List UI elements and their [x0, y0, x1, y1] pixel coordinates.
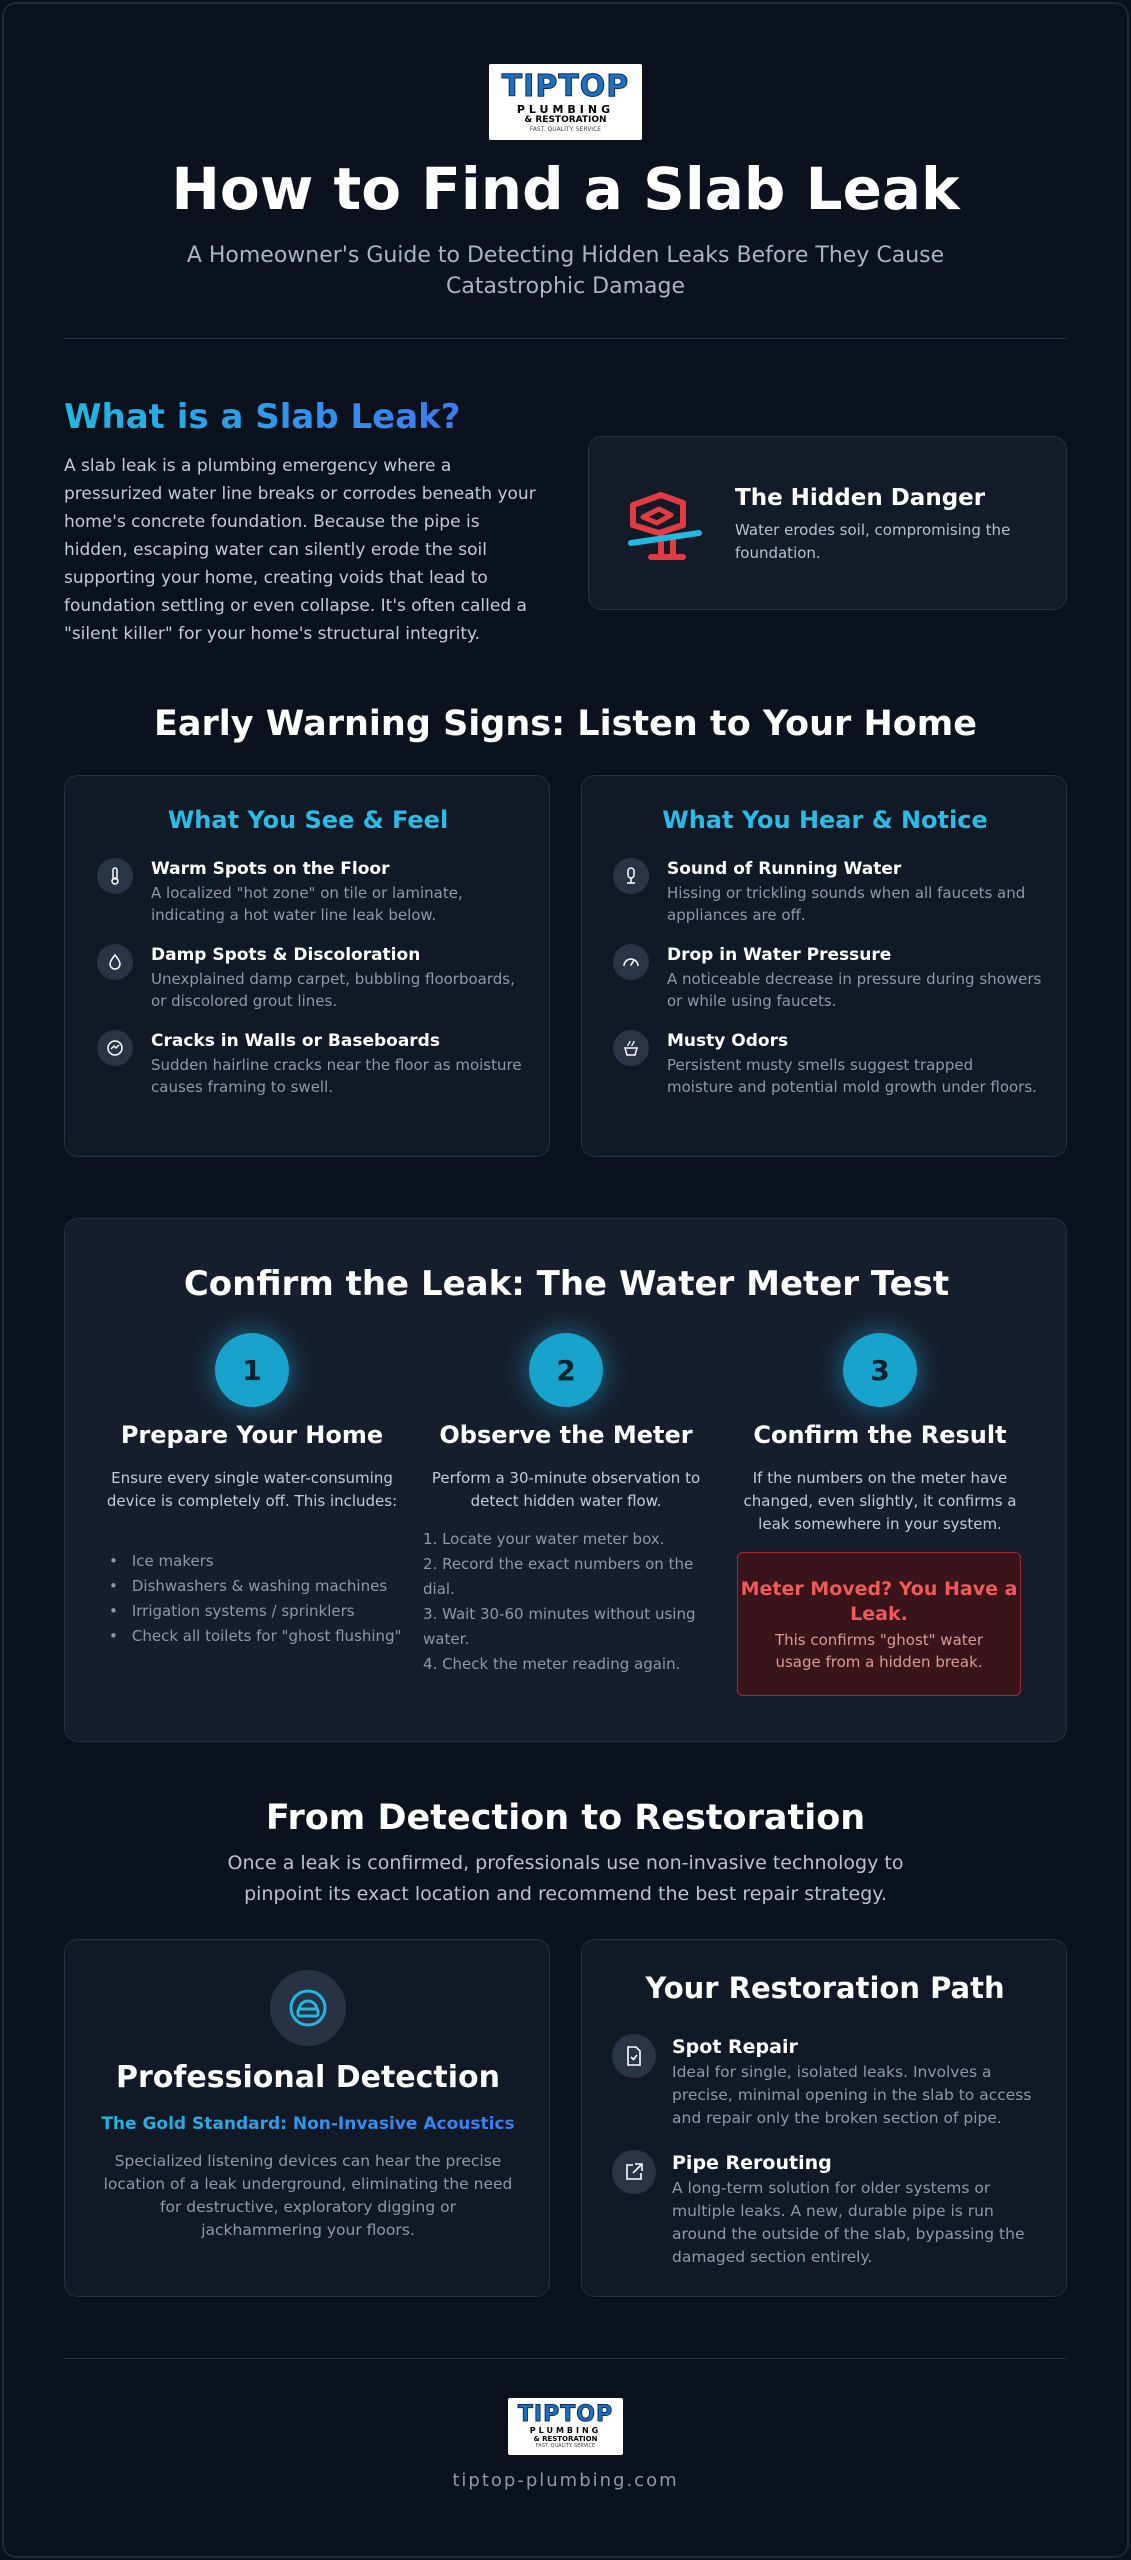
sign-cracks: Cracks in Walls or Baseboards Sudden hairline cracks near the floor as moisture causes framing to swell.	[97, 1030, 527, 1098]
list-item: • Irrigation systems / sprinklers	[109, 1599, 403, 1624]
path-title: Your Restoration Path	[645, 1971, 1005, 2005]
intro-heading: What is a Slab Leak?	[64, 397, 461, 437]
gauge-icon	[613, 944, 649, 980]
droplet-icon	[97, 944, 133, 980]
odor-icon	[613, 1030, 649, 1066]
path-spot-repair: Spot Repair Ideal for single, isolated leaks. Involves a precise, minimal opening in the slab to access and repair only the broken section of pipe.	[612, 2034, 1042, 2130]
footer-divider	[64, 2358, 1067, 2359]
see-feel-card	[64, 775, 550, 1157]
page-subtitle: A Homeowner's Guide to Detecting Hidden Leaks Before They Cause Catastrophic Damage	[186, 243, 945, 299]
foundation-leak-icon	[621, 481, 705, 565]
step-3-desc: If the numbers on the meter have changed, even slightly, it confirms a leak somewhere in your system.	[743, 1469, 1017, 1533]
list-item: • Check all toilets for "ghost flushing"	[109, 1624, 403, 1649]
step-1-desc: Ensure every single water-consuming device is completely off. This includes:	[106, 1469, 398, 1510]
path-pipe-rerouting: Pipe Rerouting A long-term solution for older systems or multiple leaks. A new, durable pipe is run around the outside of the slab, bypassing the damaged section entirely.	[612, 2150, 1042, 2269]
page-title: How to Find a Slab Leak	[171, 155, 960, 223]
professional-detection-card	[64, 1939, 550, 2297]
microphone-icon	[613, 858, 649, 894]
hear-notice-card	[581, 775, 1067, 1157]
restoration-subtitle: Once a leak is confirmed, professionals use non-invasive technology to pinpoint its exact location and recommend the best repair strategy.	[227, 1852, 904, 1905]
acoustic-sensor-icon	[288, 1988, 328, 2028]
step-2-title: Observe the Meter	[439, 1421, 693, 1449]
sign-musty-odors: Musty Odors Persistent musty smells suggest trapped moisture and potential mold growth under floors.	[613, 1030, 1043, 1098]
document-check-icon	[612, 2034, 656, 2078]
meter-test-card	[64, 1218, 1067, 1742]
thermometer-icon	[97, 858, 133, 894]
sign-running-water: Sound of Running Water Hissing or trickling sounds when all faucets and appliances are off.	[613, 858, 1043, 926]
step-2-list	[423, 1527, 713, 1677]
detection-title: Professional Detection	[115, 2060, 501, 2095]
restoration-heading: From Detection to Restoration	[265, 1798, 866, 1838]
footer-logo: TIPTOP PLUMBING & RESTORATION FAST. QUALITY. SERVICE	[508, 2398, 623, 2455]
list-item: 3. Wait 30-60 minutes without using water.	[423, 1605, 696, 1648]
list-item: 1. Locate your water meter box.	[423, 1530, 665, 1548]
website-link[interactable]: tiptop-plumbing.com	[452, 2470, 679, 2491]
header-divider	[64, 338, 1067, 339]
hear-notice-title: What You Hear & Notice	[662, 806, 988, 834]
step-2-badge: 2	[529, 1333, 603, 1407]
sign-damp-spots: Damp Spots & Discoloration Unexplained damp carpet, bubbling floorboards, or discolored grout lines.	[97, 944, 527, 1012]
detection-tagline: The Gold Standard: Non-Invasive Acoustics	[101, 2114, 515, 2134]
crack-icon	[97, 1030, 133, 1066]
hidden-danger-card	[588, 436, 1067, 610]
danger-desc: Water erodes soil, compromising the foundation.	[735, 521, 1011, 562]
list-item: • Ice makers	[109, 1549, 403, 1574]
step-1-title: Prepare Your Home	[120, 1421, 384, 1449]
see-feel-title: What You See & Feel	[167, 806, 449, 834]
list-item: 2. Record the exact numbers on the dial.	[423, 1555, 694, 1598]
brand-logo: TIPTOP PLUMBING & RESTORATION FAST. QUALITY. SERVICE	[489, 64, 642, 140]
step-2-desc: Perform a 30-minute observation to detect hidden water flow.	[431, 1469, 701, 1510]
danger-title: The Hidden Danger	[735, 485, 986, 511]
sign-water-pressure: Drop in Water Pressure A noticeable decrease in pressure during showers or while using faucets.	[613, 944, 1043, 1012]
step-1-badge: 1	[215, 1333, 289, 1407]
intro-body: A slab leak is a plumbing emergency where a pressurized water line breaks or corrodes beneath your home's concrete foundation. Because the pipe is hidden, escaping water can silently erode the soil supporting your home, creating voids that lead to foundation settling or even collapse. It's often called a "silent killer" for your home's structural integrity.	[64, 456, 536, 644]
restoration-path-card	[581, 1939, 1067, 2297]
external-link-icon	[612, 2150, 656, 2194]
signs-heading: Early Warning Signs: Listen to Your Home	[153, 704, 978, 744]
leak-alert-box: Meter Moved? You Have a Leak. This confirms "ghost" water usage from a hidden break.	[737, 1552, 1021, 1696]
step-1-list	[109, 1549, 403, 1649]
list-item: • Dishwashers & washing machines	[109, 1574, 403, 1599]
meter-test-heading: Confirm the Leak: The Water Meter Test	[183, 1264, 950, 1304]
detection-icon-circle	[270, 1970, 346, 2046]
step-3-title: Confirm the Result	[753, 1421, 1007, 1449]
detection-desc: Specialized listening devices can hear the precise location of a leak underground, eliminating the need for destructive, exploratory digging or jackhammering your floors.	[103, 2152, 513, 2239]
list-item: 4. Check the meter reading again.	[423, 1655, 681, 1673]
step-3-badge: 3	[843, 1333, 917, 1407]
sign-warm-spots: Warm Spots on the Floor A localized "hot zone" on tile or laminate, indicating a hot water line leak below.	[97, 858, 527, 926]
